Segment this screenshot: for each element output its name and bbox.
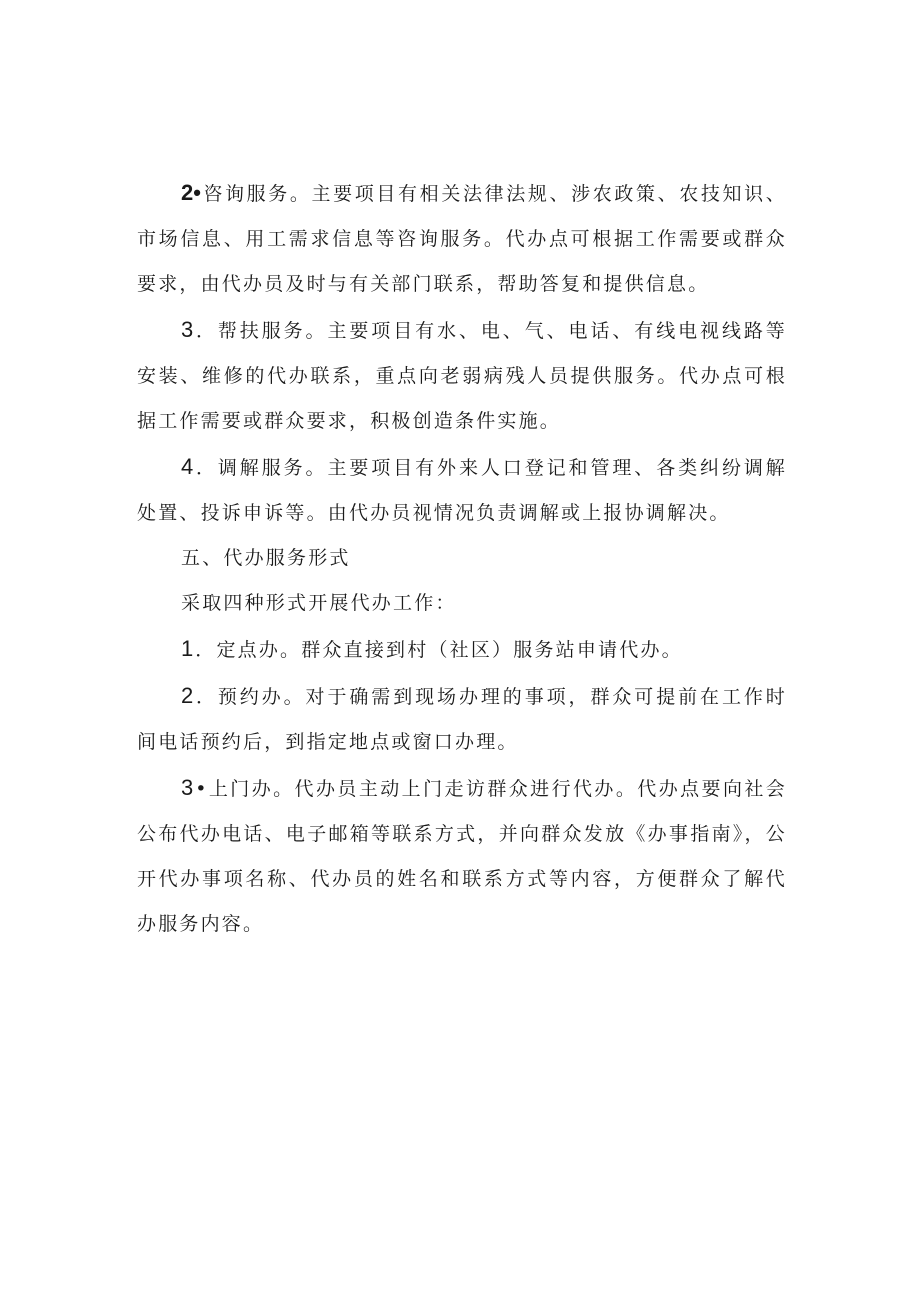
paragraph-fixed-point	[137, 626, 787, 673]
document-body	[137, 170, 787, 947]
item-number: 2	[181, 683, 194, 708]
paragraph-text: ．预约办。对于确需到现场办理的事项，群众可提前在工作时间电话预约后，到指定地点或窗口办理。	[137, 686, 787, 753]
heading-text: 五、代办服务形式	[181, 547, 351, 569]
item-number: 2•	[181, 180, 201, 205]
paragraph-text: ．定点办。群众直接到村（社区）服务站申请代办。	[195, 639, 683, 661]
paragraph-mediation-service	[137, 444, 787, 536]
section-heading	[137, 536, 787, 581]
item-number: 1	[181, 636, 194, 661]
item-number: 3	[181, 775, 194, 800]
paragraph-text: 采取四种形式开展代办工作：	[181, 592, 457, 614]
paragraph-text: 咨询服务。主要项目有相关法律法规、涉农政策、农技知识、市场信息、用工需求信息等咨询服务。代办点可根据工作需要或群众要求，由代办员及时与有关部门联系，帮助答复和提供信息。	[137, 183, 787, 295]
paragraph-assistance-service	[137, 307, 787, 444]
paragraph-text: •上门办。代办员主动上门走访群众进行代办。代办点要向社会公布代办电话、电子邮箱等联系方式，并向群众发放《办事指南》，公开代办事项名称、代办员的姓名和联系方式等内容，方便群众了解代办服务内容。	[137, 778, 787, 935]
paragraph-text: ．帮扶服务。主要项目有水、电、气、电话、有线电视线路等安装、维修的代办联系，重点向老弱病残人员提供服务。代办点可根据工作需要或群众要求，积极创造条件实施。	[137, 320, 787, 432]
item-number: 3	[181, 317, 194, 342]
paragraph-intro	[137, 581, 787, 626]
paragraph-appointment	[137, 673, 787, 765]
paragraph-door-to-door	[137, 765, 787, 947]
item-number: 4	[181, 454, 194, 479]
paragraph-consulting-service	[137, 170, 787, 307]
paragraph-text: ．调解服务。主要项目有外来人口登记和管理、各类纠纷调解处置、投诉申诉等。由代办员视情况负责调解或上报协调解决。	[137, 457, 787, 524]
